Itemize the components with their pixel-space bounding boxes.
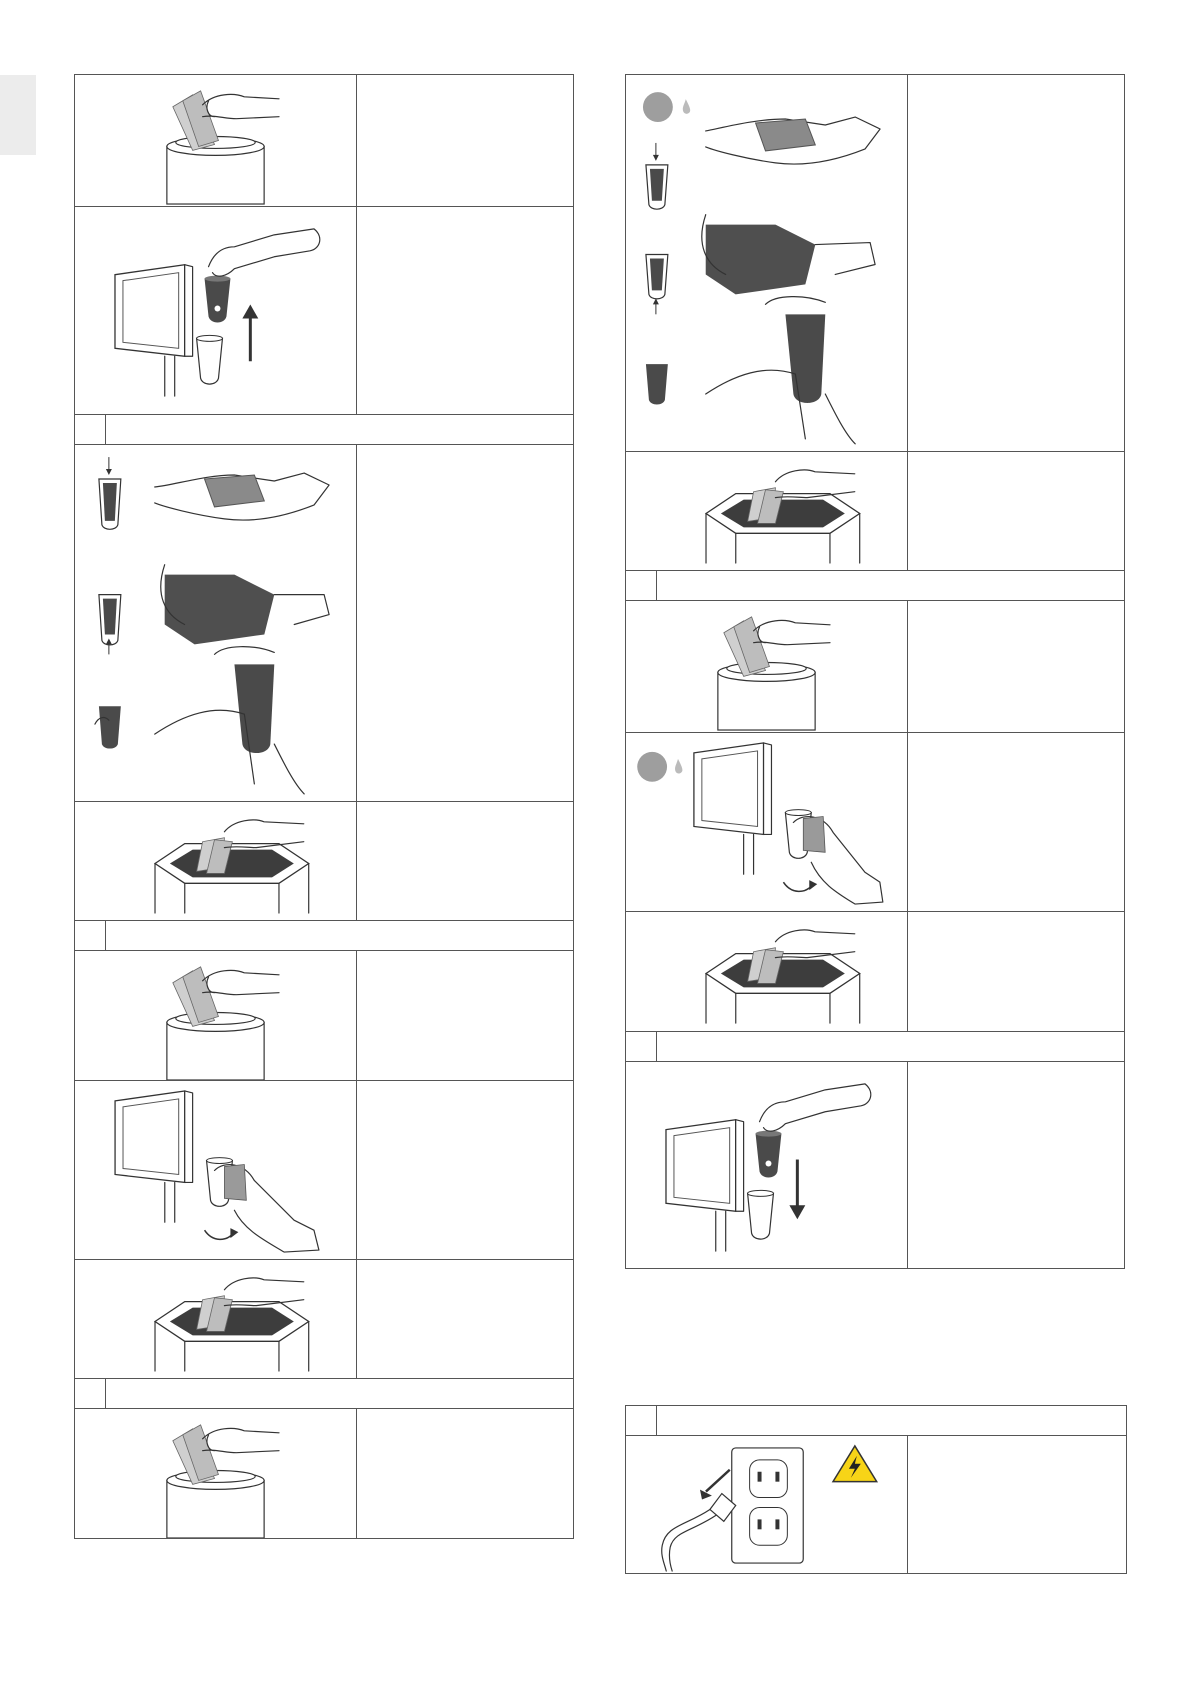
step-text <box>908 601 1124 732</box>
outlet-icon <box>626 1436 907 1573</box>
wipe-box-icon <box>75 802 356 920</box>
step-text <box>908 452 1124 570</box>
section-title <box>106 921 573 950</box>
section-header <box>75 415 573 445</box>
remove-cup-illustration <box>75 207 357 414</box>
wipe-box-icon <box>626 452 907 570</box>
step-row <box>75 1081 573 1260</box>
section-number <box>626 571 657 600</box>
wipe-box-icon <box>75 1260 356 1378</box>
step-text <box>357 207 573 414</box>
section-header <box>626 571 1124 601</box>
section-header <box>626 1406 1126 1436</box>
step-row <box>75 802 573 921</box>
step-row <box>626 733 1124 912</box>
left-column <box>74 74 574 1539</box>
step-text <box>357 802 573 920</box>
section-title <box>657 1406 1126 1435</box>
screen-icon <box>75 1081 356 1259</box>
wet-circle-icon <box>637 752 667 782</box>
wipe-container-icon <box>75 1409 356 1538</box>
plug-icon <box>662 1494 736 1571</box>
replace-cup-illustration <box>626 1062 908 1268</box>
wipe-container-illustration <box>626 601 908 732</box>
step-row <box>626 452 1124 571</box>
right-column <box>625 74 1125 1269</box>
step-text <box>357 445 573 801</box>
wipe-container-icon <box>75 951 356 1080</box>
wipe-box-illustration <box>626 912 908 1031</box>
wipe-container-icon <box>626 601 907 732</box>
step-row <box>626 601 1124 733</box>
arrow-down-icon <box>789 1205 805 1219</box>
wipe-box-illustration <box>626 452 908 570</box>
sleeve-illustration <box>75 445 357 801</box>
unplug-illustration <box>626 1436 908 1573</box>
step-row <box>75 1260 573 1379</box>
section-number <box>75 1379 106 1408</box>
wipe-cup-illustration <box>75 1081 357 1259</box>
step-text <box>357 75 573 206</box>
step-row <box>75 75 573 207</box>
electric-hazard-icon <box>833 1446 877 1482</box>
step-text <box>908 1436 1126 1573</box>
section-number <box>626 1032 657 1061</box>
section-title <box>657 571 1124 600</box>
screen-icon <box>626 1062 907 1268</box>
step-text <box>357 1081 573 1259</box>
step-row <box>626 75 1124 452</box>
step-text <box>908 75 1124 451</box>
step-text <box>357 951 573 1080</box>
wet-drop-icon <box>675 759 682 774</box>
cleaning-sleeve-icon <box>75 445 356 801</box>
step-row <box>75 1409 573 1539</box>
wipe-cup-illustration <box>626 733 908 911</box>
section-title <box>106 1379 573 1408</box>
wipe-box-illustration <box>75 802 357 920</box>
step-row <box>75 207 573 415</box>
screen-icon <box>626 733 907 911</box>
side-tab <box>0 75 36 155</box>
step-row <box>626 1062 1124 1269</box>
step-text <box>357 1409 573 1538</box>
wipe-container-illustration <box>75 951 357 1080</box>
arrow-up-icon <box>242 305 258 319</box>
wipe-container-illustration <box>75 1409 357 1538</box>
step-row <box>626 1436 1126 1574</box>
section-number <box>75 415 106 444</box>
wipe-container-illustration <box>75 75 357 206</box>
step-text <box>908 1062 1124 1268</box>
wipe-box-icon <box>626 912 907 1031</box>
section-number <box>626 1406 657 1435</box>
sleeve-illustration <box>626 75 908 451</box>
wet-circle-icon <box>643 92 673 122</box>
step-row <box>626 912 1124 1032</box>
section-header <box>626 1032 1124 1062</box>
step-text <box>357 1260 573 1378</box>
section-header <box>75 1379 573 1409</box>
section-header <box>75 921 573 951</box>
section-number <box>75 921 106 950</box>
wipe-container-icon <box>75 75 356 206</box>
cleaning-sleeve-icon <box>626 75 907 451</box>
wet-drop-icon <box>683 99 690 114</box>
wipe-box-illustration <box>75 1260 357 1378</box>
section-title <box>657 1032 1124 1061</box>
step-text <box>908 733 1124 911</box>
screen-icon <box>75 207 356 414</box>
step-text <box>908 912 1124 1031</box>
step-row <box>75 951 573 1081</box>
section-title <box>106 415 573 444</box>
step-row <box>75 445 573 802</box>
